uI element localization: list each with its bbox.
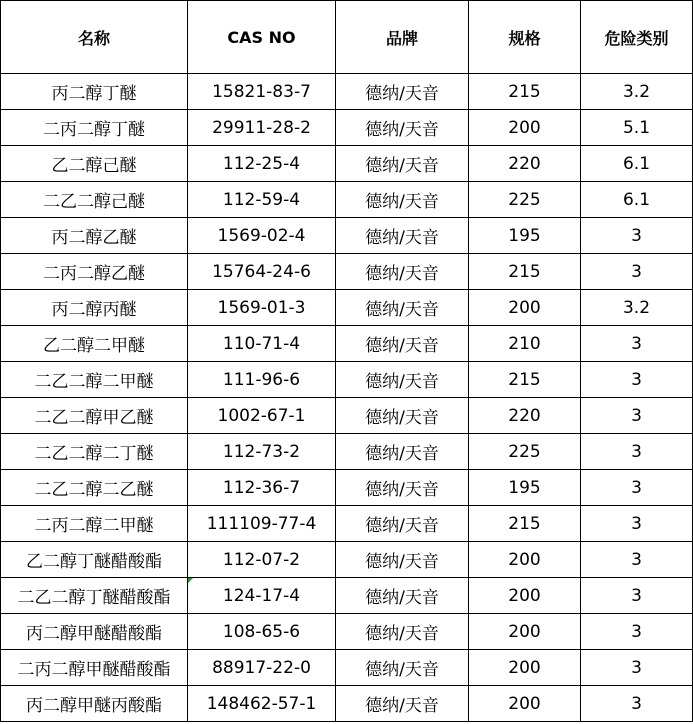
header-cas-no: CAS NO: [188, 1, 336, 74]
cell-cas-no: 111-96-6: [188, 362, 336, 398]
cell-name: 丙二醇丁醚: [1, 74, 188, 110]
cell-cas-no: 111109-77-4: [188, 506, 336, 542]
cell-name: 二丙二醇丁醚: [1, 110, 188, 146]
cell-spec: 200: [469, 290, 581, 326]
cell-hazard-class: 3: [581, 506, 693, 542]
table-row: [1, 470, 693, 506]
cell-hazard-class: 3: [581, 470, 693, 506]
cell-spec: 200: [469, 542, 581, 578]
cell-brand: 德纳/天音: [336, 398, 469, 434]
cell-brand: 德纳/天音: [336, 614, 469, 650]
cell-name: 二丙二醇乙醚: [1, 254, 188, 290]
cell-hazard-class: 3: [581, 218, 693, 254]
cell-brand: 德纳/天音: [336, 326, 469, 362]
table-row: [1, 614, 693, 650]
cell-brand: 德纳/天音: [336, 542, 469, 578]
cell-hazard-class: 3: [581, 686, 693, 722]
table-row: [1, 254, 693, 290]
cell-brand: 德纳/天音: [336, 254, 469, 290]
cell-spec: 195: [469, 218, 581, 254]
cell-name: 乙二醇丁醚醋酸酯: [1, 542, 188, 578]
cell-name: 乙二醇己醚: [1, 146, 188, 182]
cell-spec: 200: [469, 578, 581, 614]
cell-cas-no: 112-07-2: [188, 542, 336, 578]
cell-brand: 德纳/天音: [336, 686, 469, 722]
cell-brand: 德纳/天音: [336, 146, 469, 182]
cell-name: 丙二醇甲醚丙酸酯: [1, 686, 188, 722]
cell-spec: 225: [469, 182, 581, 218]
cell-cas-no: 124-17-4: [188, 578, 336, 614]
cell-name: 丙二醇乙醚: [1, 218, 188, 254]
cell-name: 二乙二醇己醚: [1, 182, 188, 218]
header-hazard-class: 危险类别: [581, 1, 693, 74]
cell-brand: 德纳/天音: [336, 182, 469, 218]
table-row: [1, 362, 693, 398]
cell-spec: 200: [469, 110, 581, 146]
cell-spec: 200: [469, 614, 581, 650]
cell-spec: 225: [469, 434, 581, 470]
cell-spec: 215: [469, 254, 581, 290]
cell-hazard-class: 3: [581, 362, 693, 398]
cell-cas-no: 88917-22-0: [188, 650, 336, 686]
cell-name: 二丙二醇二甲醚: [1, 506, 188, 542]
cell-name: 二丙二醇甲醚醋酸酯: [1, 650, 188, 686]
header-name: 名称: [1, 1, 188, 74]
cell-cas-no: 112-25-4: [188, 146, 336, 182]
cell-cas-no: 29911-28-2: [188, 110, 336, 146]
cell-brand: 德纳/天音: [336, 362, 469, 398]
cell-cas-no: 1002-67-1: [188, 398, 336, 434]
cell-cas-no: 112-59-4: [188, 182, 336, 218]
header-row: [1, 1, 693, 74]
table-row: [1, 650, 693, 686]
cell-spec: 200: [469, 650, 581, 686]
cell-hazard-class: 3: [581, 578, 693, 614]
cell-hazard-class: 6.1: [581, 182, 693, 218]
cell-brand: 德纳/天音: [336, 290, 469, 326]
cell-hazard-class: 3: [581, 542, 693, 578]
table-row: [1, 578, 693, 614]
cell-cas-no: 112-36-7: [188, 470, 336, 506]
table-row: [1, 398, 693, 434]
cell-cas-no: 110-71-4: [188, 326, 336, 362]
cell-hazard-class: 3: [581, 254, 693, 290]
table-row: [1, 146, 693, 182]
cell-brand: 德纳/天音: [336, 470, 469, 506]
cell-hazard-class: 3.2: [581, 74, 693, 110]
cell-brand: 德纳/天音: [336, 578, 469, 614]
cell-spec: 210: [469, 326, 581, 362]
cell-spec: 200: [469, 686, 581, 722]
cell-cas-no: 108-65-6: [188, 614, 336, 650]
cell-spec: 215: [469, 506, 581, 542]
cell-brand: 德纳/天音: [336, 74, 469, 110]
cell-brand: 德纳/天音: [336, 110, 469, 146]
cell-name: 二乙二醇二丁醚: [1, 434, 188, 470]
table-row: [1, 110, 693, 146]
cell-brand: 德纳/天音: [336, 506, 469, 542]
cell-cas-no: 1569-01-3: [188, 290, 336, 326]
cell-hazard-class: 3: [581, 326, 693, 362]
cell-cas-no: 15821-83-7: [188, 74, 336, 110]
cell-spec: 220: [469, 146, 581, 182]
cell-cas-no: 148462-57-1: [188, 686, 336, 722]
cell-cas-no: 1569-02-4: [188, 218, 336, 254]
cell-spec: 220: [469, 398, 581, 434]
table-row: [1, 290, 693, 326]
cell-hazard-class: 3: [581, 398, 693, 434]
cell-name: 二乙二醇二乙醚: [1, 470, 188, 506]
cell-brand: 德纳/天音: [336, 218, 469, 254]
cell-spec: 215: [469, 362, 581, 398]
cell-name: 丙二醇丙醚: [1, 290, 188, 326]
cell-hazard-class: 3: [581, 614, 693, 650]
cell-name: 二乙二醇二甲醚: [1, 362, 188, 398]
cell-cas-no: 15764-24-6: [188, 254, 336, 290]
cell-hazard-class: 3: [581, 434, 693, 470]
table-row: [1, 434, 693, 470]
cell-hazard-class: 3.2: [581, 290, 693, 326]
table-row: [1, 182, 693, 218]
cell-name: 二乙二醇甲乙醚: [1, 398, 188, 434]
cell-hazard-class: 6.1: [581, 146, 693, 182]
cell-hazard-class: 3: [581, 650, 693, 686]
table-row: [1, 218, 693, 254]
cell-brand: 德纳/天音: [336, 650, 469, 686]
cell-hazard-class: 5.1: [581, 110, 693, 146]
table-row: [1, 542, 693, 578]
header-spec: 规格: [469, 1, 581, 74]
cell-cas-no: 112-73-2: [188, 434, 336, 470]
cell-name: 二乙二醇丁醚醋酸酯: [1, 578, 188, 614]
table-row: [1, 74, 693, 110]
table-row: [1, 686, 693, 722]
header-brand: 品牌: [336, 1, 469, 74]
table-row: [1, 326, 693, 362]
cell-spec: 215: [469, 74, 581, 110]
cell-spec: 195: [469, 470, 581, 506]
cell-brand: 德纳/天音: [336, 434, 469, 470]
cell-name: 乙二醇二甲醚: [1, 326, 188, 362]
cell-name: 丙二醇甲醚醋酸酯: [1, 614, 188, 650]
table-row: [1, 506, 693, 542]
